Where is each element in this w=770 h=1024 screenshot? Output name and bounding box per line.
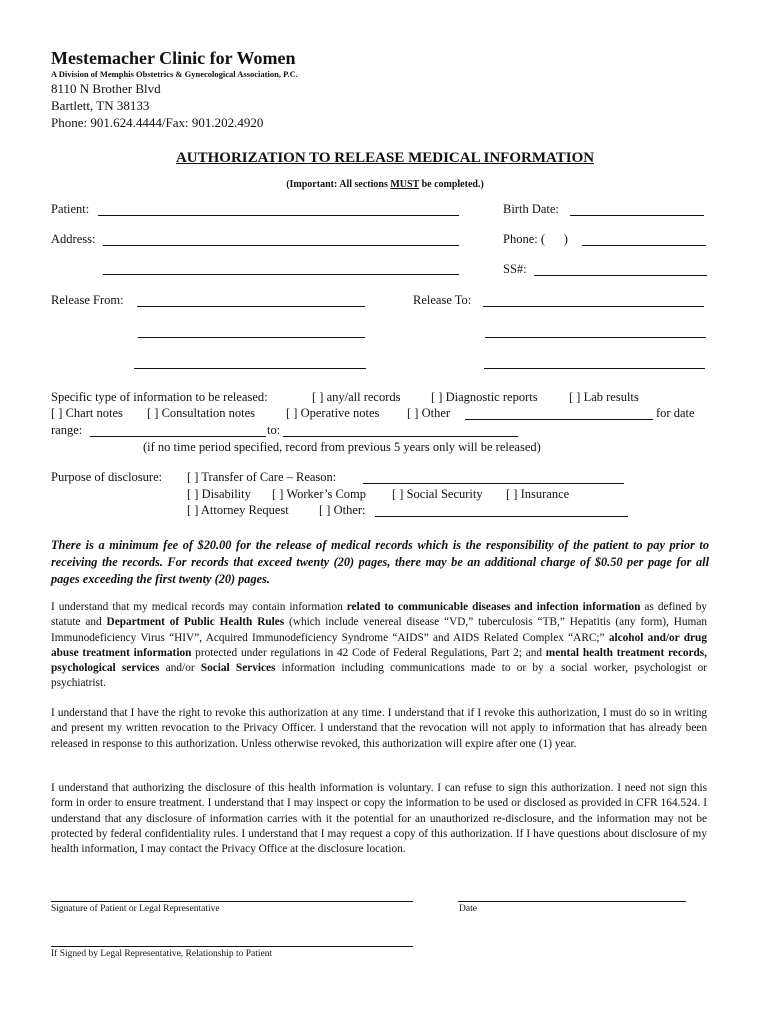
phone-label: Phone: ( ) xyxy=(503,232,568,246)
release-to-field-1[interactable] xyxy=(483,306,704,307)
address-field-2[interactable] xyxy=(103,274,459,275)
release-from-label: Release From: xyxy=(51,293,124,307)
checkbox-consultation-notes[interactable]: [ ] Consultation notes xyxy=(147,406,255,420)
form-title: AUTHORIZATION TO RELEASE MEDICAL INFORMATION xyxy=(175,150,595,166)
address-line-2: Bartlett, TN 38133 xyxy=(51,98,150,113)
phone-field[interactable] xyxy=(582,245,706,246)
ss-label: SS#: xyxy=(503,262,527,276)
release-to-field-2[interactable] xyxy=(485,337,706,338)
checkbox-social-security[interactable]: [ ] Social Security xyxy=(392,487,483,501)
time-period-note: (if no time period specified, record from previous 5 years only will be released) xyxy=(143,440,541,454)
release-to-field-3[interactable] xyxy=(484,368,705,369)
transfer-reason-field[interactable] xyxy=(363,483,624,484)
clinic-name: Mestemacher Clinic for Women xyxy=(51,48,296,68)
date-label: Date xyxy=(459,904,477,914)
voluntary-disclosure-paragraph: I understand that authorizing the disclosure of this health information is voluntary. I can refuse to sign this authorization. I need not sign this form in order to ensure treatment. I understand that I may inspect or copy the information to be used or disclosed as provided in CFR 164.524. I understand that any disclosure of information carries with it the potential for an unauthorized re-disclosure, and the information may not be protected by federal confidentiality rules. I understand that I may request a copy of this authorization. If I have questions about disclosure of my health information, I may contact the Privacy Office at the disclosure location. xyxy=(51,782,707,856)
other-info-field[interactable] xyxy=(465,419,653,420)
checkbox-attorney-request[interactable]: [ ] Attorney Request xyxy=(187,503,289,517)
checkbox-workers-comp[interactable]: [ ] Worker’s Comp xyxy=(272,487,367,501)
birth-date-label: Birth Date: xyxy=(503,202,559,216)
checkbox-transfer-of-care[interactable]: [ ] Transfer of Care – Reason: xyxy=(187,470,337,484)
fee-notice: There is a minimum fee of $20.00 for the release of medical records which is the responsibility of the patient to pay prior to receiving the records. For records that exceed twenty (20) pages, there may be an additional charge of $0.50 per page for all pages exceeding the first twenty (20) pages. xyxy=(51,538,709,586)
checkbox-chart-notes[interactable]: [ ] Chart notes xyxy=(51,406,123,420)
checkbox-operative-notes[interactable]: [ ] Operative notes xyxy=(286,406,380,420)
date-field[interactable] xyxy=(458,901,686,902)
release-from-field-2[interactable] xyxy=(138,337,365,338)
purpose-lead: Purpose of disclosure: xyxy=(51,470,163,484)
clinic-division: A Division of Memphis Obstetrics & Gynecological Association, P.C. xyxy=(51,69,298,79)
communicable-disease-paragraph: I understand that my medical records may contain information related to communicable diseases and infection information as defined by statute and Department of Public Health Rules (which include venereal disease “VD,” tuberculosis “TB,” Hepatitis (any form), Human Immunodeficiency Virus “HIV”, Acquired Immunodeficiency Syndrome “AIDS” and AIDS Related Complex “ARC;” alcohol and/or drug abuse treatment information protected under regulations in 42 Code of Federal Regulations, Part 2; and mental health treatment records, psychological services and/or Social Services information including communications made to or by a social worker, psychologist or psychiatrist. xyxy=(51,601,708,690)
revocation-paragraph: I understand that I have the right to revoke this authorization at any time. I understand that if I revoke this authorization, I must do so in writing and present my written revocation to the Privacy Officer. I understand that the revocation will not apply to information that has already been released in response to this authorization. Unless otherwise revoked, this authorization will expire after one (1) year. xyxy=(51,707,707,750)
checkbox-insurance[interactable]: [ ] Insurance xyxy=(506,487,570,501)
for-date-label: for date xyxy=(656,406,695,420)
date-range-end-field[interactable] xyxy=(283,436,518,437)
purpose-other-field[interactable] xyxy=(375,516,628,517)
checkbox-any-all-records[interactable]: [ ] any/all records xyxy=(312,390,401,404)
phone-fax: Phone: 901.624.4444/Fax: 901.202.4920 xyxy=(51,115,264,130)
checkbox-lab-results[interactable]: [ ] Lab results xyxy=(569,390,639,404)
patient-field[interactable] xyxy=(98,215,459,216)
checkbox-purpose-other[interactable]: [ ] Other: xyxy=(319,503,366,517)
representative-relationship-field[interactable] xyxy=(51,946,413,947)
release-to-label: Release To: xyxy=(413,293,472,307)
signature-field[interactable] xyxy=(51,901,413,902)
release-from-field-3[interactable] xyxy=(134,368,366,369)
date-range-start-field[interactable] xyxy=(90,436,266,437)
important-note: (Important: All sections MUST be completed.) xyxy=(286,179,484,190)
birth-date-field[interactable] xyxy=(570,215,704,216)
release-from-field-1[interactable] xyxy=(137,306,365,307)
representative-relationship-label: If Signed by Legal Representative, Relationship to Patient xyxy=(51,949,273,959)
address-field[interactable] xyxy=(103,245,459,246)
info-type-lead: Specific type of information to be released: xyxy=(51,390,268,404)
checkbox-disability[interactable]: [ ] Disability xyxy=(187,487,251,501)
patient-label: Patient: xyxy=(51,202,90,216)
address-label: Address: xyxy=(51,232,96,246)
checkbox-diagnostic-reports[interactable]: [ ] Diagnostic reports xyxy=(431,390,538,404)
ss-field[interactable] xyxy=(534,275,707,276)
address-line-1: 8110 N Brother Blvd xyxy=(51,81,161,96)
range-label: range: xyxy=(51,423,83,437)
checkbox-other[interactable]: [ ] Other xyxy=(407,406,451,420)
signature-label: Signature of Patient or Legal Representative xyxy=(51,904,220,914)
to-label: to: xyxy=(267,423,281,437)
